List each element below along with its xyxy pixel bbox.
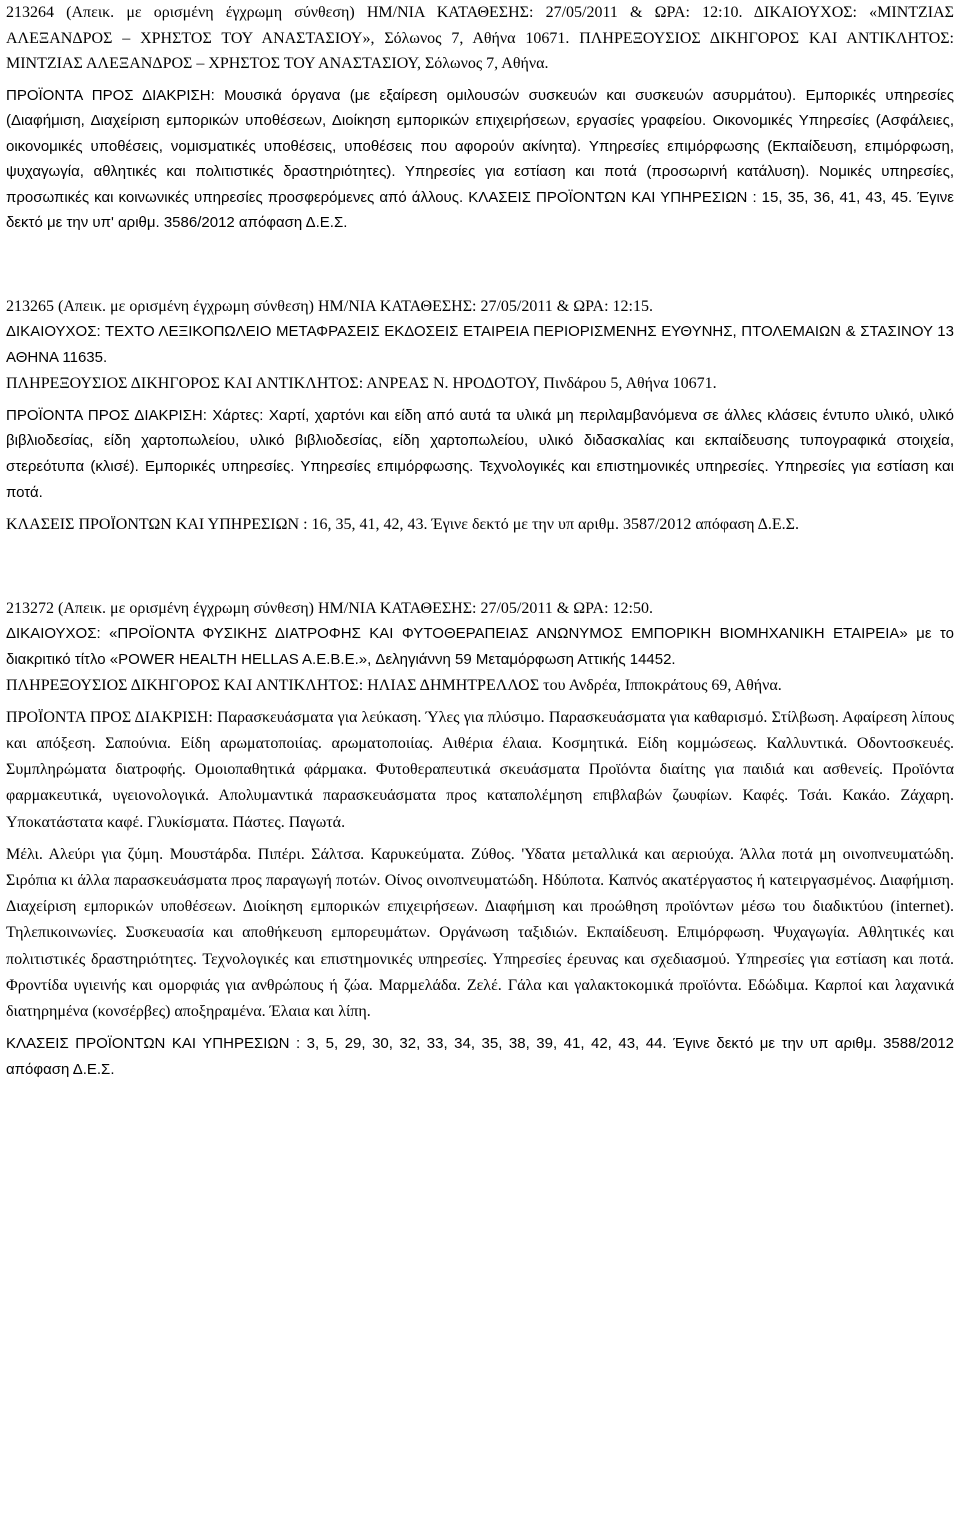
entry-owner: ΔΙΚΑΙΟΥΧΟΣ: «ΠΡΟΪΟΝΤΑ ΦΥΣΙΚΗΣ ΔΙΑΤΡΟΦΗΣ ΚΑΙ ΦΥΤΟΘΕΡΑΠΕΙΑΣ ΑΝΩΝΥΜΟΣ ΕΜΠΟΡΙΚΗ ΒΙΟΜΗΧΑΝΙΚΗ ΕΤΑΙΡΕΙΑ» με το διακριτικό τίτλο «POWER HEALTH HELLAS A.E.B.E.», Δεληγιάννη 59 Μεταμόρφωση Αττικής 14452.	[6, 625, 954, 669]
entry-spacer	[6, 538, 954, 596]
document-page	[6, 0, 954, 1083]
entry-classes: ΚΛΑΣΕΙΣ ΠΡΟΪΟΝΤΩΝ ΚΑΙ ΥΠΗΡΕΣΙΩΝ : 16, 35, 41, 42, 43. Έγινε δεκτό με την υπ αριθμ. 3587/2012 απόφαση Δ.Ε.Σ.	[6, 515, 799, 533]
entry-classes: ΚΛΑΣΕΙΣ ΠΡΟΪΟΝΤΩΝ ΚΑΙ ΥΠΗΡΕΣΙΩΝ : 3, 5, 29, 30, 32, 33, 34, 35, 38, 39, 41, 42, 43, 44. Έγινε δεκτό με την υπ αριθμ. 3588/2012 απόφαση Δ.Ε.Σ.	[6, 1035, 954, 1079]
trademark-entry-213264	[6, 0, 954, 236]
entry-products-and-classes: ΠΡΟΪΟΝΤΑ ΠΡΟΣ ΔΙΑΚΡΙΣΗ: Μουσικά όργανα (με εξαίρεση ομιλουσών συσκευών και συσκευών ασυρμάτου). Εμπορικές υπηρεσίες (Διαφήμιση, Διαχείριση εμπορικών υποθέσεων, Διοίκηση εμπορικών επιχειρήσεων, εργασίες γραφείου. Οικονομικές Υπηρεσίες (Ασφάλειες, οικονομικές υποθέσεις, νομισματικές υποθέσεις, υποθέσεις που αφορούν ακίνητα). Υπηρεσίες επιμόρφωσης (Εκπαίδευση, επιμόρφωση, ψυχαγωγία, αθλητικές και πολιτιστικές δραστηριότητες). Υπηρεσίες για εστίαση και ποτά (προσωρινή κατάλυση). Νομικές υπηρεσίες, προσωπικές και κοινωνικές υπηρεσίες προσφερόμενες από άλλους. ΚΛΑΣΕΙΣ ΠΡΟΪΟΝΤΩΝ ΚΑΙ ΥΠΗΡΕΣΙΩΝ : 15, 35, 36, 41, 43, 45. Έγινε δεκτό με την υπ' αριθμ. 3586/2012 απόφαση Δ.Ε.Σ.	[6, 86, 954, 231]
trademark-entry-213272	[6, 596, 954, 1083]
entry-products-part-2: Μέλι. Αλεύρι για ζύμη. Μουστάρδα. Πιπέρι. Σάλτσα. Καρυκεύματα. Ζύθος. 'Υδατα μεταλλικά και αεριούχα. Άλλα ποτά μη οινοπνευματώδη. Σιρόπια κι άλλα παρασκευάσματα προς παραγωγή ποτών. Οίνος οινοπνευματώδη. Ηδύποτα. Καπνός ακατέργαστος ή κατειργασμένος. Διαφήμιση. Διαχείριση εμπορικών υποθέσεων. Διοίκηση εμπορικών επιχειρήσεων. Διαφήμιση και προώθηση προϊόντων μέσω του διαδικτύου (internet). Τηλεπικοινωνίες. Συσκευασία και αποθήκευση εμπορευμάτων. Οργάνωση ταξιδιών. Εκπαίδευση. Επιμόρφωση. Ψυχαγωγία. Αθλητικές και πολιτιστικές δραστηριότητες. Τεχνολογικές και επιστημονικές υπηρεσίες. Υπηρεσίες έρευνας και σχεδιασμού. Υπηρεσίες για εστίαση και ποτά. Φροντίδα υγιεινής και ομορφιάς για ανθρώπους ή ζώα. Μαρμελάδα. Ζελέ. Γάλα και γαλακτοκομικά προϊόντα. Εδώδιμα. Καρποί και λαχανικά διατηρημένα (κονσέρβες) αποξηραμένα. Έλαια και λίπη.	[6, 845, 954, 1021]
trademark-entry-213265	[6, 294, 954, 538]
entry-attorney: ΠΛΗΡΕΞΟΥΣΙΟΣ ΔΙΚΗΓΟΡΟΣ ΚΑΙ ΑΝΤΙΚΛΗΤΟΣ: ΑΝΡΕΑΣ Ν. ΗΡΟΔΟΤΟΥ, Πινδάρου 5, Αθήνα 10671.	[6, 374, 717, 392]
entry-header: 213265 (Απεικ. με ορισμένη έγχρωμη σύνθεση) ΗΜ/ΝΙΑ ΚΑΤΑΘΕΣΗΣ: 27/05/2011 & ΩΡΑ: 12:15.	[6, 297, 653, 315]
entry-header: 213272 (Απεικ. με ορισμένη έγχρωμη σύνθεση) ΗΜ/ΝΙΑ ΚΑΤΑΘΕΣΗΣ: 27/05/2011 & ΩΡΑ: 12:50.	[6, 599, 653, 617]
entry-owner: ΔΙΚΑΙΟΥΧΟΣ: ΤΕΧΤΟ ΛΕΞΙΚΟΠΩΛΕΙΟ ΜΕΤΑΦΡΑΣΕΙΣ ΕΚΔΟΣΕΙΣ ΕΤΑΙΡΕΙΑ ΠΕΡΙΟΡΙΣΜΕΝΗΣ ΕΥΘΥΝΗΣ, ΠΤΟΛΕΜΑΙΩΝ & ΣΤΑΣΙΝΟΥ 13 ΑΘΗΝΑ 11635.	[6, 323, 954, 367]
entry-products-block	[6, 705, 954, 1025]
entry-header-and-parties: 213264 (Απεικ. με ορισμένη έγχρωμη σύνθεση) ΗΜ/ΝΙΑ ΚΑΤΑΘΕΣΗΣ: 27/05/2011 & ΩΡΑ: 12:10. ΔΙΚΑΙΟΥΧΟΣ: «ΜΙΝΤΖΙΑΣ ΑΛΕΞΑΝΔΡΟΣ – ΧΡΗΣΤΟΣ ΤΟΥ ΑΝΑΣΤΑΣΙΟΥ», Σόλωνος 7, Αθήνα 10671. ΠΛΗΡΕΞΟΥΣΙΟΣ ΔΙΚΗΓΟΡΟΣ ΚΑΙ ΑΝΤΙΚΛΗΤΟΣ: ΜΙΝΤΖΙΑΣ ΑΛΕΞΑΝΔΡΟΣ – ΧΡΗΣΤΟΣ ΤΟΥ ΑΝΑΣΤΑΣΙΟΥ, Σόλωνος 7, Αθήνα.	[6, 4, 954, 72]
entry-products-part-1: ΠΡΟΪΟΝΤΑ ΠΡΟΣ ΔΙΑΚΡΙΣΗ: Παρασκευάσματα για λεύκαση. Ύλες για πλύσιμο. Παρασκευάσματα για καθαρισμό. Στίλβωση. Αφαίρεση λίπους και απόξεση. Σαπούνια. Είδη αρωματοποιίας. αρωματοποιίας. Αιθέρια έλαια. Κοσμητικά. Είδη κομμώσεως. Καλλυντικά. Οδοντοσκευές. Συμπληρώματα διατροφής. Ομοιοπαθητικά φάρμακα. Φυτοθεραπευτικά σκευάσματα Προϊόντα διαίτης για παιδιά και ασθενείς. Προϊόντα φαρμακευτικά, υγειονολογικά. Απολυμαντικά παρασκευάσματα προς καταπολέμηση επιβλαβών ζωυφίων. Καφές. Τσάι. Κακάο. Ζάχαρη. Υποκατάστατα καφέ. Γλυκίσματα. Πάστες. Παγωτά.	[6, 708, 954, 831]
entry-spacer	[6, 236, 954, 294]
entry-products: ΠΡΟΪΟΝΤΑ ΠΡΟΣ ΔΙΑΚΡΙΣΗ: Χάρτες: Χαρτί, χαρτόνι και είδη από αυτά τα υλικά μη περιλαμβανόμενα σε άλλες κλάσεις έντυπο υλικό, υλικό βιβλιοδεσίας, είδη χαρτοπωλείου, υλικό βιβλιοδεσίας, είδη χαρτοπωλείου, υλικό διδασκαλίας και εκπαίδευσης τυπογραφικά στοιχεία, στερεότυπα (κλισέ). Εμπορικές υπηρεσίες. Υπηρεσίες επιμόρφωσης. Τεχνολογικές και επιστημονικές υπηρεσίες. Υπηρεσίες για εστίαση και ποτά.	[6, 406, 954, 502]
entry-attorney: ΠΛΗΡΕΞΟΥΣΙΟΣ ΔΙΚΗΓΟΡΟΣ ΚΑΙ ΑΝΤΙΚΛΗΤΟΣ: ΗΛΙΑΣ ΔΗΜΗΤΡΕΛΛΟΣ του Ανδρέα, Ιπποκράτους 69, Αθήνα.	[6, 677, 782, 695]
